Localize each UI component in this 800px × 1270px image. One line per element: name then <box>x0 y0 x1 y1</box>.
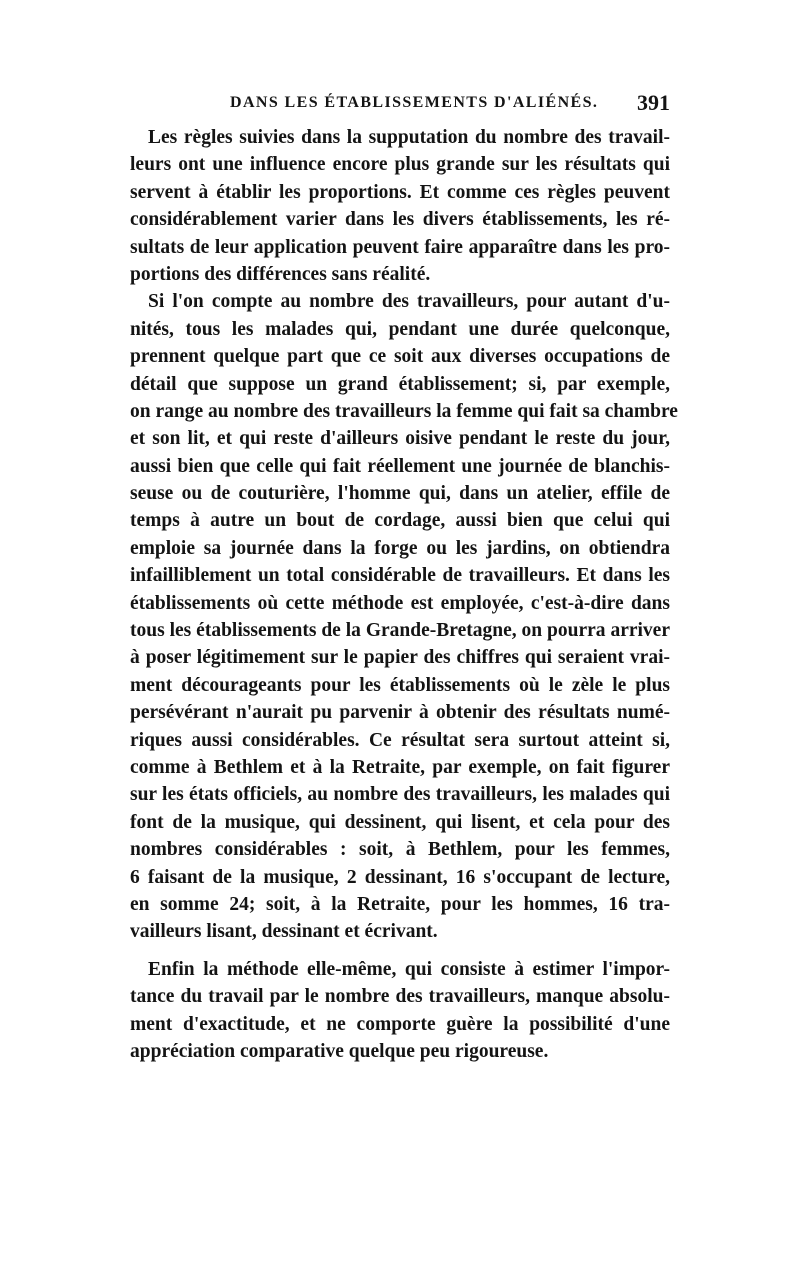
page-number: 391 <box>637 90 670 115</box>
text-line: nombres considérables : soit, à Bethlem, pour les femmes, <box>130 839 670 861</box>
text-line: comme à Bethlem et à la Retraite, par exemple, on fait figurer <box>130 756 670 778</box>
text-line: temps à autre un bout de cordage, aussi bien que celui qui <box>130 510 670 532</box>
text-line: tance du travail par le nombre des travailleurs, manque absolu- <box>130 986 670 1008</box>
text-line: 6 faisant de la musique, 2 dessinant, 16 s'occupant de lecture, <box>130 866 670 888</box>
text-line: persévérant n'aurait pu parvenir à obtenir des résultats numé- <box>130 702 670 724</box>
text-line: aussi bien que celle qui fait réellement une journée de blanchis- <box>130 455 670 477</box>
text-line: et son lit, et qui reste d'ailleurs oisive pendant le reste du jour, <box>130 428 670 450</box>
text-line: emploie sa journée dans la forge ou les jardins, on obtiendra <box>130 537 670 559</box>
text-line: Les règles suivies dans la supputation du nombre des travail- <box>148 127 670 148</box>
paragraph-1 <box>130 124 670 288</box>
text-line: en somme 24; soit, à la Retraite, pour les hommes, 16 tra- <box>130 893 670 915</box>
text-line: leurs ont une influence encore plus grande sur les résultats qui <box>130 154 670 176</box>
running-head <box>130 90 670 118</box>
paragraph-2 <box>130 288 678 945</box>
text-line: sultats de leur application peuvent faire apparaître dans les pro- <box>130 236 670 258</box>
text-line: seuse ou de couturière, l'homme qui, dans un atelier, effile de <box>130 483 670 505</box>
text-line: on range au nombre des travailleurs la femme qui fait sa chambre <box>130 400 678 422</box>
text-line: infailliblement un total considérable de travailleurs. Et dans les <box>130 565 670 587</box>
running-title: DANS LES ÉTABLISSEMENTS D'ALIÉNÉS. <box>230 94 599 111</box>
text-line: riques aussi considérables. Ce résultat sera surtout atteint si, <box>130 729 670 751</box>
text-line: à poser légitimement sur le papier des chiffres qui seraient vrai- <box>130 647 670 669</box>
text-line: ment décourageants pour les établissements où le zèle le plus <box>130 674 670 696</box>
text-line: Si l'on compte au nombre des travailleurs, pour autant d'u- <box>148 291 670 313</box>
text-line: font de la musique, qui dessinent, qui lisent, et cela pour des <box>130 811 670 833</box>
text-line: prennent quelque part que ce soit aux diverses occupations de <box>130 346 670 368</box>
paragraph-gap <box>130 946 670 956</box>
text-line: servent à établir les proportions. Et comme ces règles peuvent <box>130 181 670 203</box>
text-line: tous les établissements de la Grande-Bretagne, on pourra arriver <box>130 620 670 642</box>
text-line: considérablement varier dans les divers établissements, les ré- <box>130 209 670 231</box>
text-line: établissements où cette méthode est employée, c'est-à-dire dans <box>130 592 670 614</box>
text-line: vailleurs lisant, dessinant et écrivant. <box>130 921 438 943</box>
text-line: nités, tous les malades qui, pendant une durée quelconque, <box>130 318 670 340</box>
text-line: appréciation comparative quelque peu rigoureuse. <box>130 1040 549 1062</box>
body-text <box>130 124 678 1065</box>
text-line: ment d'exactitude, et ne comporte guère la possibilité d'une <box>130 1013 670 1035</box>
paragraph-3 <box>130 956 670 1066</box>
text-line: détail que suppose un grand établissement; si, par exemple, <box>130 373 670 395</box>
text-line: sur les états officiels, au nombre des travailleurs, les malades qui <box>130 784 670 806</box>
text-line: portions des différences sans réalité. <box>130 263 431 285</box>
text-line: Enfin la méthode elle-même, qui consiste à estimer l'impor- <box>148 958 670 980</box>
